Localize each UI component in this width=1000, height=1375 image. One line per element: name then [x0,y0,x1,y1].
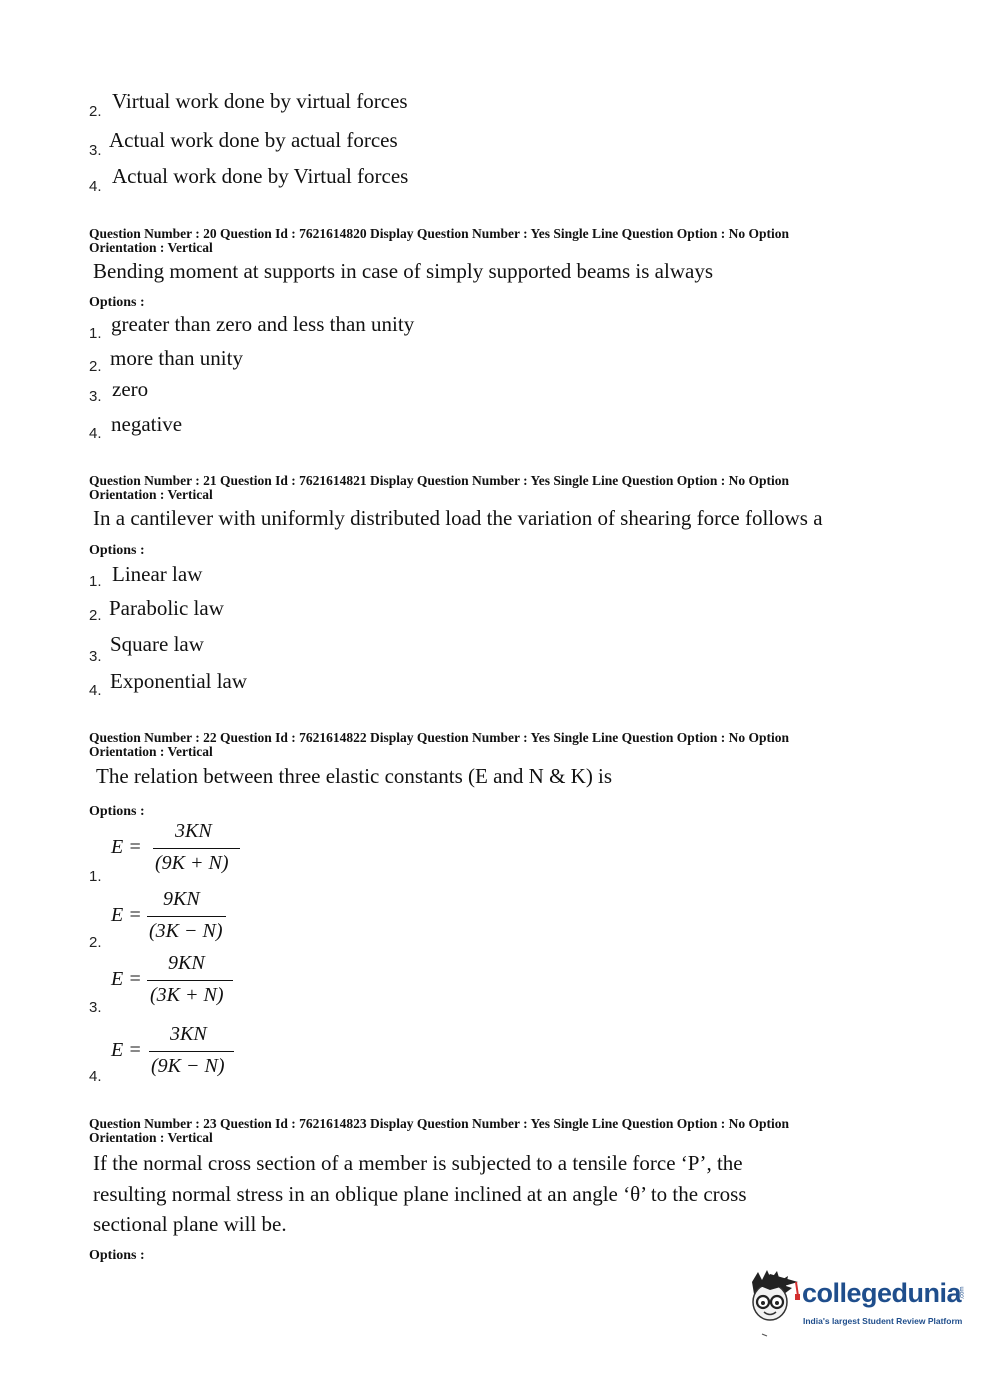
option-number: 1. [89,325,102,342]
option-text: Exponential law [110,669,248,693]
question-text: In a cantilever with uniformly distributed load the variation of shearing force follows a [93,506,823,530]
formula-lhs: E = [111,904,142,926]
formula-option [111,952,241,1012]
question-text-line: resulting normal stress in an oblique plane inclined at an angle ‘θ’ to the cross [93,1182,747,1206]
option-text: Square law [110,632,204,656]
meta-line: Question Number : 20 Question Id : 7621614820 Display Question Number : Yes Single Line Question Option : No Option [89,226,789,241]
option-text: Actual work done by actual forces [109,128,398,152]
meta-line: Question Number : 23 Question Id : 7621614823 Display Question Number : Yes Single Line Question Option : No Option [89,1116,789,1131]
question-meta [89,1117,869,1145]
option-text: Virtual work done by virtual forces [112,89,408,113]
formula-lhs: E = [111,968,142,990]
formula-numerator: 9KN [168,952,205,974]
meta-line: Orientation : Vertical [89,744,213,759]
question-meta [89,731,869,759]
options-label: Options : [89,804,145,819]
option-number: 3. [89,388,102,405]
formula-option [111,1023,241,1083]
option-number: 2. [89,607,102,624]
option-number: 4. [89,425,102,442]
meta-line: Orientation : Vertical [89,1130,213,1145]
option-number: 2. [89,103,102,120]
question-meta [89,474,869,502]
option-number: 1. [89,868,102,885]
logo-wordmark: collegedunia [802,1278,962,1308]
option-text: more than unity [110,346,243,370]
fraction-bar [147,980,233,981]
option-number: 2. [89,934,102,951]
option-number: 4. [89,178,102,195]
question-meta [89,227,869,255]
formula-lhs: E = [111,1039,142,1061]
option-text: Linear law [112,562,203,586]
option-number: 3. [89,999,102,1016]
option-text: Actual work done by Virtual forces [112,164,409,188]
meta-line: Orientation : Vertical [89,240,213,255]
formula-denominator: (3K + N) [150,984,224,1006]
question-text: The relation between three elastic constants (E and N & K) is [96,764,613,788]
formula-denominator: (9K + N) [155,852,229,874]
option-number: 4. [89,682,102,699]
meta-line: Orientation : Vertical [89,487,213,502]
formula-option [111,888,241,948]
option-text: greater than zero and less than unity [111,312,415,336]
option-text: Parabolic law [109,596,224,620]
option-text: zero [112,377,149,401]
option-number: 3. [89,648,102,665]
formula-numerator: 9KN [163,888,200,910]
logo-tagline: India's largest Student Review Platform [803,1316,963,1326]
formula-denominator: (3K − N) [149,920,223,942]
option-number: 3. [89,142,102,159]
formula-option [111,820,251,880]
options-label: Options : [89,1248,145,1263]
formula-numerator: 3KN [170,1023,207,1045]
meta-line: Question Number : 22 Question Id : 7621614822 Display Question Number : Yes Single Line Question Option : No Option [89,730,789,745]
fraction-bar [153,848,240,849]
option-number: 4. [89,1068,102,1085]
student-mascot-icon [740,1268,802,1340]
option-number: 2. [89,358,102,375]
fraction-bar [149,1051,234,1052]
option-number: 1. [89,573,102,590]
formula-numerator: 3KN [175,820,212,842]
question-text-line: sectional plane will be. [93,1212,287,1236]
logo-suffix: .com [959,1286,966,1300]
options-label: Options : [89,295,145,310]
question-text: Bending moment at supports in case of simply supported beams is always [93,259,713,283]
formula-lhs: E = [111,836,142,858]
options-label: Options : [89,543,145,558]
question-text-line: If the normal cross section of a member is subjected to a tensile force ‘P’, the [93,1151,743,1175]
collegedunia-logo [740,1268,970,1340]
formula-denominator: (9K − N) [151,1055,225,1077]
option-text: negative [111,412,183,436]
fraction-bar [147,916,226,917]
meta-line: Question Number : 21 Question Id : 7621614821 Display Question Number : Yes Single Line Question Option : No Option [89,473,789,488]
